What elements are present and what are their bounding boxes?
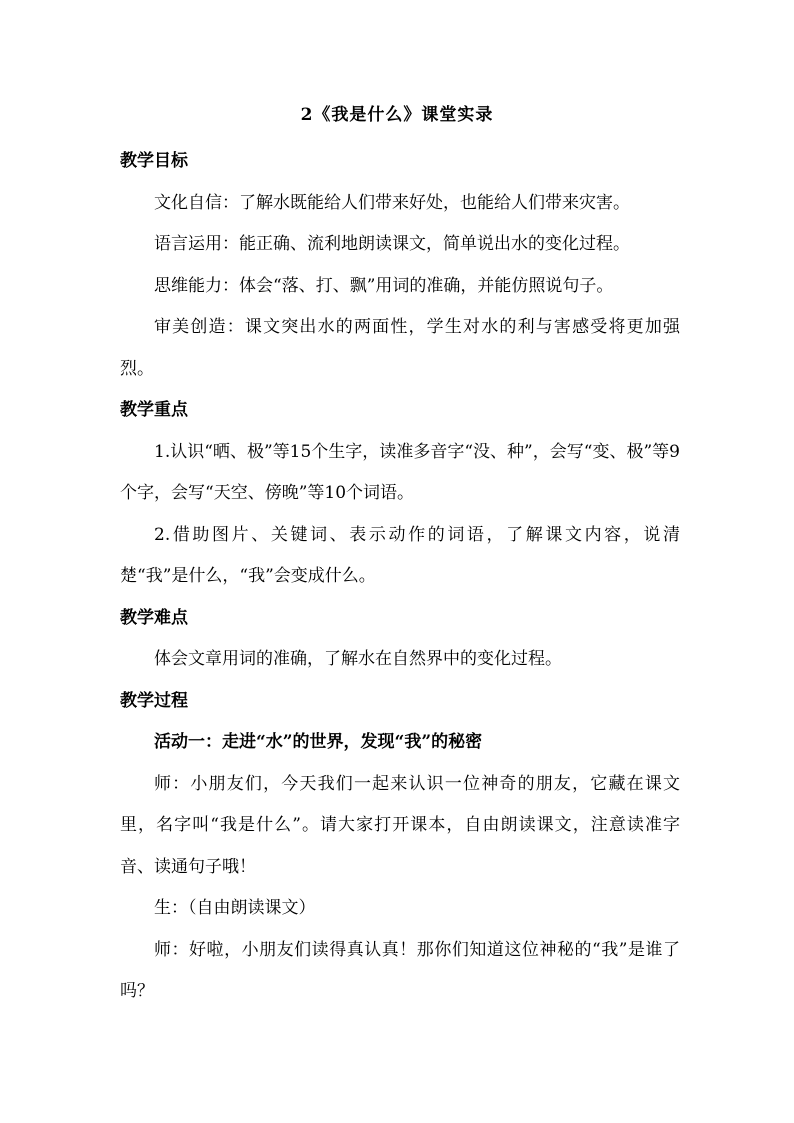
goal-paragraph: 思维能力：体会“落、打、飘”用词的准确，并能仿照说句子。 <box>154 275 614 296</box>
section-heading-difficulties: 教学难点 <box>120 607 188 628</box>
dialogue-paragraph: 师：小朋友们，今天我们一起来认识一位神奇的朋友，它藏在课文里，名字叫“我是什么”。请大家打开课本，自由朗读课文，注意读准字音、读通句子哦！ <box>120 773 680 877</box>
section-heading-key-points: 教学重点 <box>120 400 188 420</box>
document-body <box>120 141 680 1013</box>
section-heading-process: 教学过程 <box>120 690 188 711</box>
document-title: 2《我是什么》课堂实录 <box>300 105 494 125</box>
key-point-paragraph: 1.认识“晒、极”等15个生字，读准多音字“没、种”，会写“变、极”等9个字，会写“天空、傍晚”等10个词语。 <box>120 441 680 503</box>
goal-paragraph: 文化自信：了解水既能给人们带来好处，也能给人们带来灾害。 <box>154 192 630 213</box>
goal-paragraph: 语言运用：能正确、流利地朗读课文，简单说出水的变化过程。 <box>154 234 630 254</box>
difficulty-paragraph: 体会文章用词的准确，了解水在自然界中的变化过程。 <box>154 649 562 669</box>
section-heading-goals: 教学目标 <box>120 151 188 171</box>
dialogue-paragraph: 生：（自由朗读课文） <box>154 898 316 918</box>
activity-title: 活动一：走进“水”的世界，发现“我”的秘密 <box>154 732 483 752</box>
goal-paragraph: 审美创造：课文突出水的两面性，学生对水的利与害感受将更加强烈。 <box>120 317 680 379</box>
dialogue-paragraph: 师：好啦，小朋友们读得真认真！那你们知道这位神秘的“我”是谁了吗？ <box>120 939 680 1001</box>
key-point-paragraph: 2.借助图片、关键词、表示动作的词语，了解课文内容，说清楚“我”是什么，“我”会变成什么。 <box>120 524 680 586</box>
